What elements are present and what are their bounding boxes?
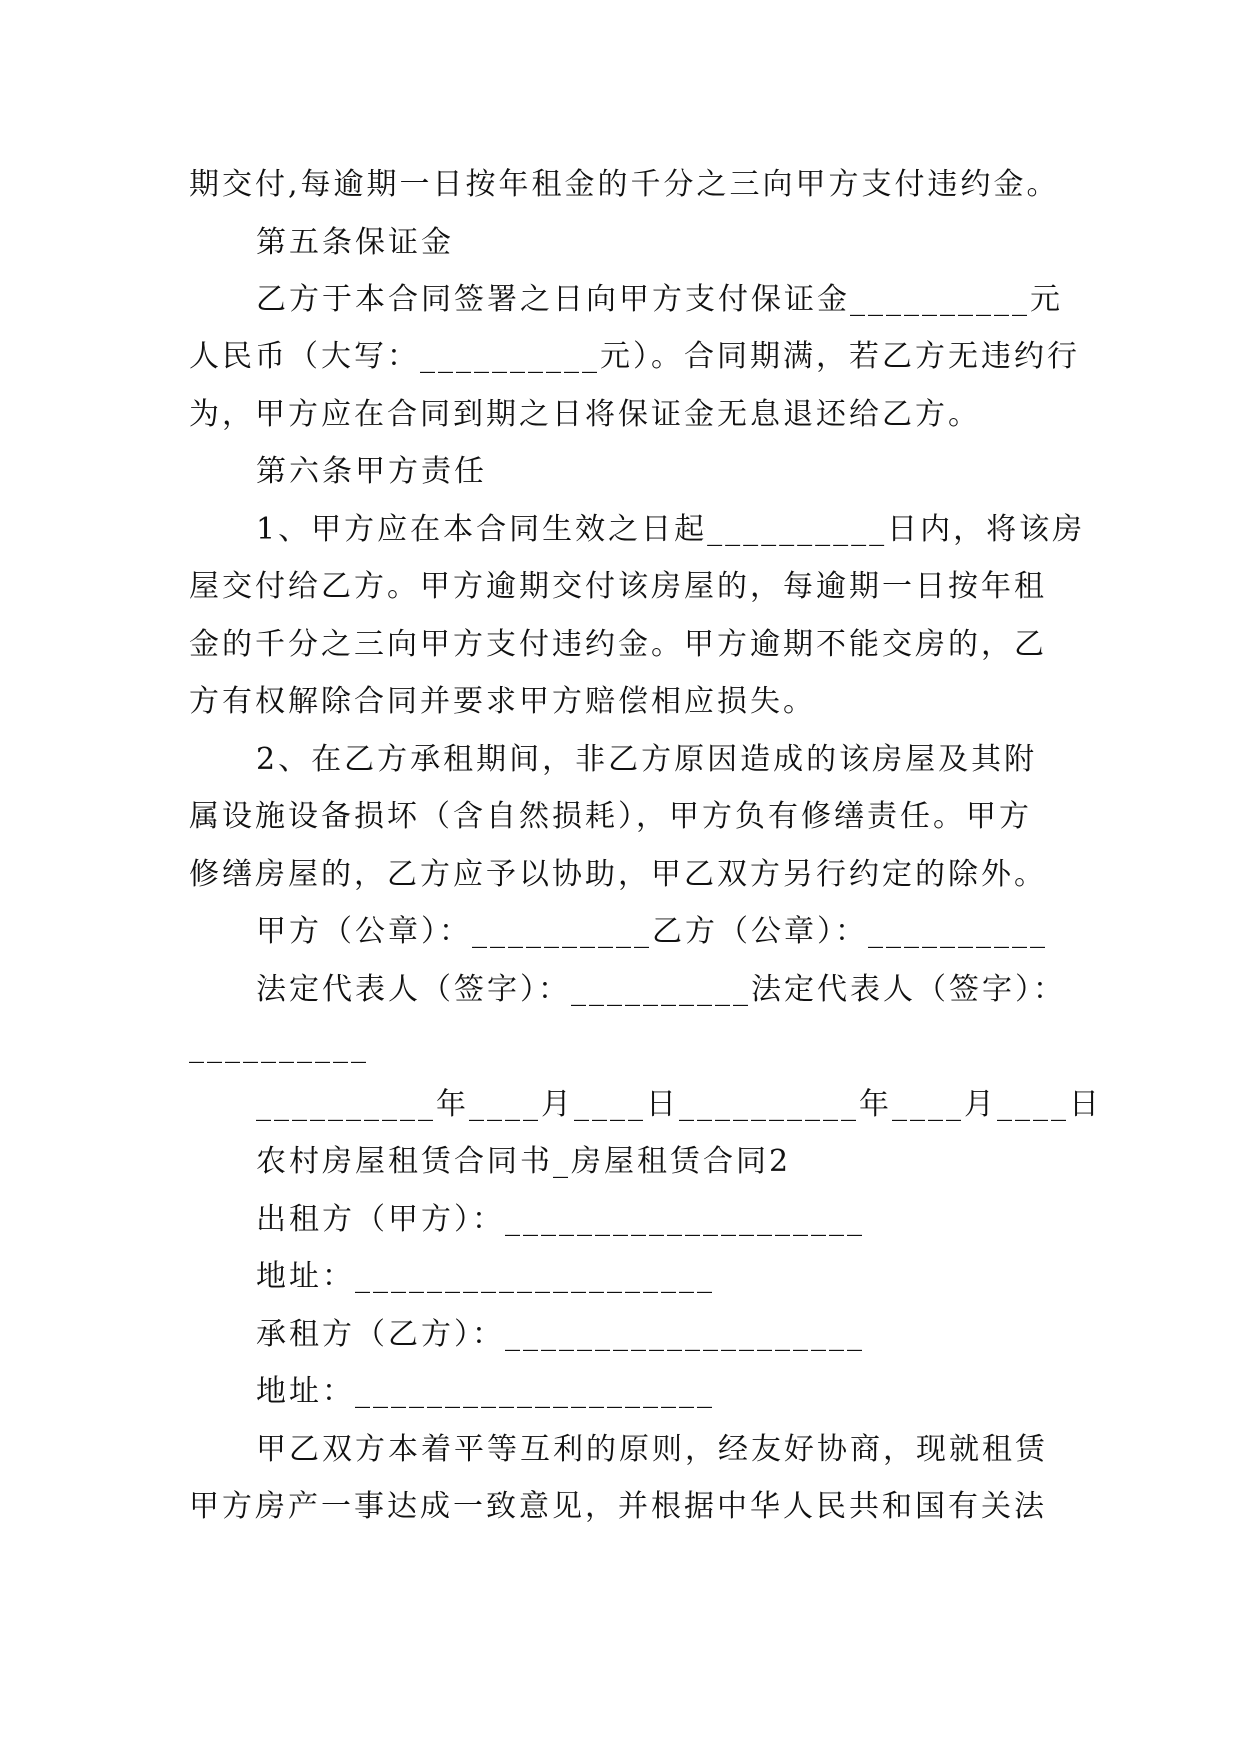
body-text-line: 2、在乙方承租期间，非乙方原因造成的该房屋及其附 (256, 742, 1038, 777)
address-field: 地址：____________________ (256, 1374, 715, 1409)
body-text-line: 金的千分之三向甲方支付违约金。甲方逾期不能交房的，乙 (189, 627, 1047, 662)
body-text-line: 屋交付给乙方。甲方逾期交付该房屋的，每逾期一日按年租 (189, 569, 1047, 604)
body-text-line: 属设施设备损坏（含自然损耗），甲方负有修缮责任。甲方 (189, 799, 1032, 834)
signature-blank: __________ (189, 1029, 369, 1064)
party-field: 出租方（甲方）：____________________ (256, 1202, 865, 1237)
party-field: 承租方（乙方）：____________________ (256, 1317, 865, 1352)
body-text-line: 甲方房产一事达成一致意见，并根据中华人民共和国有关法 (189, 1489, 1047, 1524)
address-field: 地址：____________________ (256, 1259, 715, 1294)
section-heading: 第五条保证金 (256, 225, 454, 260)
body-text-line: 乙方于本合同签署之日向甲方支付保证金__________元 (256, 282, 1063, 317)
date-line: __________年____月____日__________年____月____日 (256, 1087, 1102, 1122)
signature-line: 甲方（公章）：__________乙方（公章）：__________ (256, 914, 1048, 949)
body-text-line: 期交付,每逾期一日按年租金的千分之三向甲方支付违约金。 (189, 167, 1060, 202)
document-title: 农村房屋租赁合同书_房屋租赁合同2 (256, 1144, 792, 1179)
body-text-line: 1、甲方应在本合同生效之日起__________日内，将该房 (256, 512, 1086, 547)
body-text-line: 为，甲方应在合同到期之日将保证金无息退还给乙方。 (189, 397, 981, 432)
body-text-line: 修缮房屋的，乙方应予以协助，甲乙双方另行约定的除外。 (189, 857, 1047, 892)
body-text-line: 甲乙双方本着平等互利的原则，经友好协商，现就租赁 (256, 1432, 1048, 1467)
body-text-line: 方有权解除合同并要求甲方赔偿相应损失。 (189, 684, 816, 719)
signature-line: 法定代表人（签字）：__________法定代表人（签字）： (256, 972, 1066, 1007)
section-heading: 第六条甲方责任 (256, 454, 487, 489)
body-text-line: 人民币（大写：__________元）。合同期满，若乙方无违约行 (189, 339, 1080, 374)
